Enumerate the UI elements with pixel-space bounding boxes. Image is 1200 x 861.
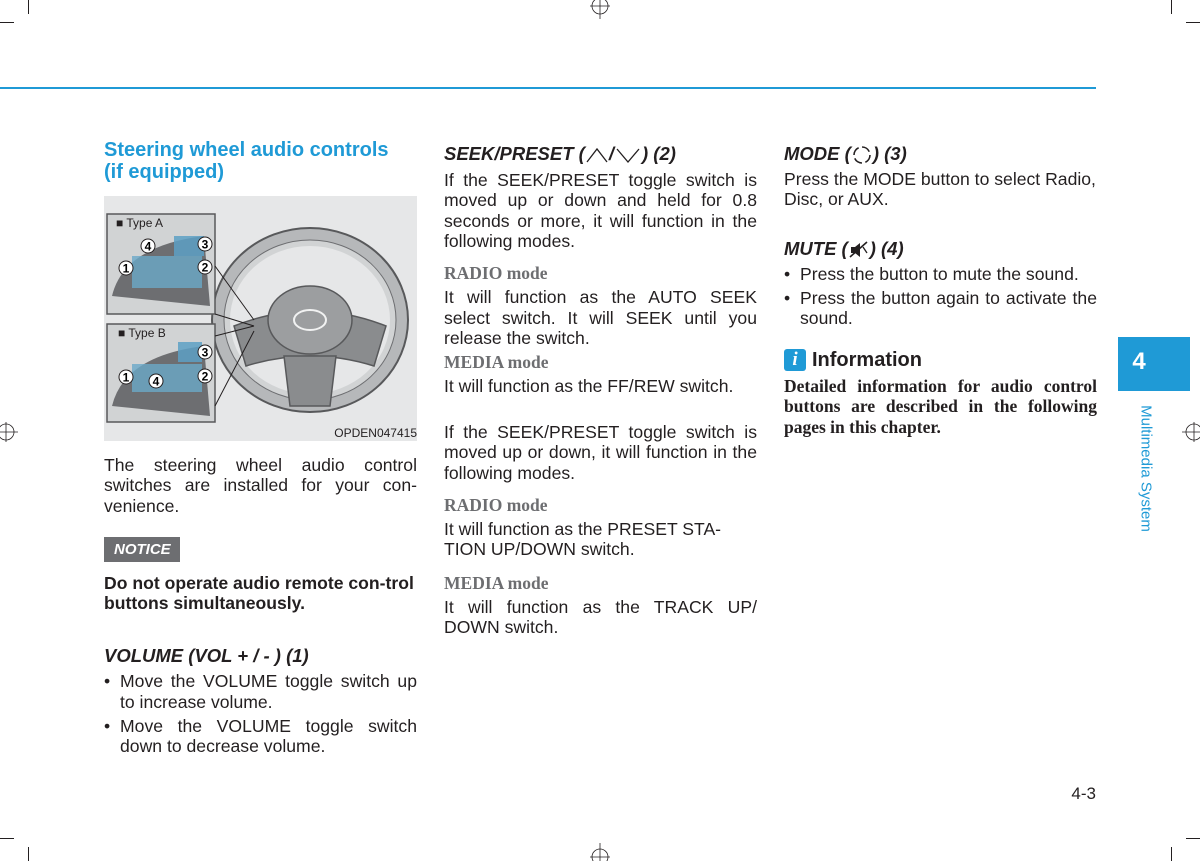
mute-list xyxy=(784,264,1097,329)
steering-wheel-figure xyxy=(104,196,417,441)
right-column xyxy=(784,143,1097,437)
seek-text-3: It will function as the FF/REW switch. xyxy=(444,375,734,396)
crop-mark xyxy=(0,838,14,839)
list-item: • Press the button again to activate the sound. xyxy=(784,288,1097,329)
seek-text-6: It will function as the TRACK UP/ DOWN switch. xyxy=(444,597,757,638)
type-b-label: ■ Type B xyxy=(118,326,166,340)
steering-wheel-illustration xyxy=(104,196,417,441)
media-mode-heading: MEDIA mode xyxy=(444,572,549,593)
chapter-number: 4 xyxy=(1132,348,1146,375)
intro-text: The steering wheel audio control switches are installed for your con-venience. xyxy=(104,455,417,516)
figure-callout-4b: 4 xyxy=(152,374,160,389)
crop-mark xyxy=(0,22,14,23)
figure-callout-3a: 3 xyxy=(201,237,209,252)
figure-callout-1a: 1 xyxy=(122,261,130,276)
radio-mode-heading: RADIO mode xyxy=(444,494,548,515)
left-column xyxy=(104,140,417,183)
mute-title-part: MUTE ( xyxy=(784,237,848,259)
registration-mark-bottom xyxy=(588,843,612,861)
figure-callout-2a: 2 xyxy=(201,260,209,275)
mute-title-part: ) (4) xyxy=(869,237,904,259)
registration-mark-left xyxy=(0,420,18,444)
seek-text-1: If the SEEK/PRESET toggle switch is moved up or down and held for 0.8 seconds or more, it will function in the following modes. xyxy=(444,170,757,251)
seek-text-4: If the SEEK/PRESET toggle switch is moved up or down, it will function in the following modes. xyxy=(444,421,757,483)
registration-mark-top xyxy=(588,0,612,20)
figure-callout-4a: 4 xyxy=(144,239,152,254)
registration-mark-right xyxy=(1182,420,1200,444)
media-mode-heading: MEDIA mode xyxy=(444,352,549,373)
chevron-down-icon xyxy=(614,146,642,164)
crop-mark xyxy=(1186,22,1200,23)
chapter-title: Multimedia System xyxy=(1137,405,1155,532)
mode-title-part: MODE ( xyxy=(784,143,851,164)
info-icon: i xyxy=(784,349,806,371)
notice-text: Do not operate audio remote con-trol buttons simultaneously. xyxy=(104,572,414,614)
crop-mark xyxy=(28,0,29,14)
mode-cycle-icon xyxy=(851,145,873,165)
section-title xyxy=(104,140,417,183)
crop-mark xyxy=(1171,0,1172,14)
mode-title xyxy=(784,143,1097,165)
radio-mode-heading: RADIO mode xyxy=(444,263,548,284)
seek-title xyxy=(444,143,757,165)
left-column-body xyxy=(104,455,417,757)
seek-title-part: ) (2) xyxy=(641,143,676,164)
mode-text: Press the MODE button to select Radio, Disc, or AUX. xyxy=(784,169,1096,210)
header-rule xyxy=(0,87,1096,89)
volume-title: VOLUME (VOL + / - ) (1) xyxy=(104,645,309,667)
seek-text-5: It will function as the PRESET STA-TION UP/DOWN switch. xyxy=(444,519,722,560)
information-title: Information xyxy=(812,348,922,371)
figure-callout-2b: 2 xyxy=(201,369,209,384)
mute-icon xyxy=(848,240,870,260)
figure-callout-1b: 1 xyxy=(122,370,130,385)
type-a-label: ■ Type A xyxy=(116,216,164,230)
seek-title-part: SEEK/PRESET ( xyxy=(444,143,585,164)
section-title-line1: Steering wheel audio controls xyxy=(104,139,389,161)
volume-list xyxy=(104,671,417,756)
notice-badge: NOTICE xyxy=(104,537,180,562)
page-number: 4-3 xyxy=(1071,784,1096,803)
crop-mark xyxy=(1186,838,1200,839)
figure-callout-3b: 3 xyxy=(201,345,209,360)
mute-title xyxy=(784,238,1097,260)
mode-title-part: ) (3) xyxy=(872,143,907,164)
crop-mark xyxy=(28,847,29,861)
list-item: • Press the button to mute the sound. xyxy=(784,264,1097,284)
seek-text-2: It will function as the AUTO SEEK select switch. It will SEEK until you release the switch. xyxy=(444,287,757,349)
list-item: • Move the VOLUME toggle switch up to increase volume. xyxy=(104,671,417,712)
section-title-line2: (if equipped) xyxy=(104,160,224,183)
information-header xyxy=(784,349,1097,371)
list-item: • Move the VOLUME toggle switch down to decrease volume. xyxy=(104,716,417,757)
seek-title-part: / xyxy=(608,143,614,164)
figure-code: OPDEN047415 xyxy=(334,426,417,440)
middle-column xyxy=(444,143,757,638)
information-text: Detailed information for audio control buttons are described in the following pages in this chapter. xyxy=(784,376,1097,437)
crop-mark xyxy=(1171,847,1172,861)
chevron-up-icon xyxy=(585,146,609,164)
